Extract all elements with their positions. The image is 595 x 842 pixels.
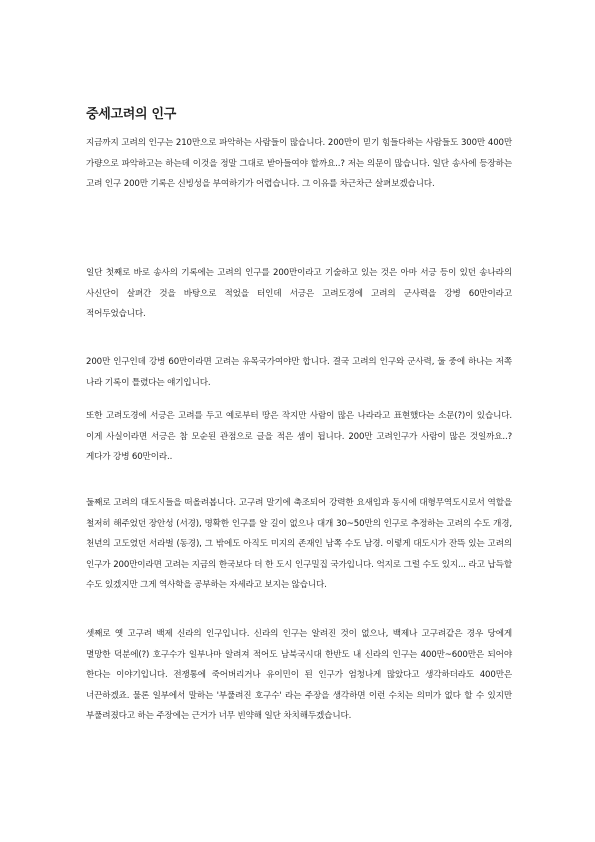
paragraph-goryeo-dogyeong: 또한 고려도경에 서긍은 고려를 두고 예로부터 땅은 작지만 사람이 많은 나라라고 표현했다는 소문(?)이 있습니다. 이게 사실이라면 서긍은 참 모순된 관점으로 글을 적은 셈이 됩니다. 200만 고려인구가 사람이 많은 것일까요..? 게다가 강병 60만이라.. [86,411,512,463]
paragraph-third-reason: 셋째로 옛 고구려 백제 신라의 인구입니다. 신라의 인구는 알려진 것이 없으나, 백제나 고구려같은 경우 당에게 멸망한 덕분에(?) 호구수가 일부나마 알려져 적어도 남북국시대 한반도 내 신라의 인구는 400만~600만은 되어야 한다는 이야기입니다. 전쟁통에 죽어버리거나 유이민이 된 인구가 엄청나게 많았다고 생각하더라도 400만은 너끈하겠죠. 물론 일부에서 말하는 '부풀려진 호구수' 라는 주장을 생각하면 이런 수치는 의미가 없다 할 수 있지만 부풀려졌다고 하는 주장에는 근거가 너무 빈약해 일단 차치해두겠습니다. [86,629,512,722]
paragraph-first-reason: 일단 첫째로 바로 송사의 기록에는 고려의 인구를 200만이라고 기술하고 있는 것은 아마 서긍 등이 있던 송나라의 사신단이 살펴간 것을 바탕으로 적었을 터인데 서긍은 고려도경에 고려의 군사력을 강병 60만이라고 적어두었습니다. [86,268,512,320]
paragraph-intro: 지금까지 고려의 인구는 210만으로 파악하는 사람들이 많습니다. 200만이 믿기 힘들다하는 사람들도 300만 400만 가량으로 파악하고는 하는데 이것을 정말 그대로 받아들여야 할까요..? 저는 의문이 많습니다. 일단 송사에 등장하는 고려 인구 200만 기록은 신빙성을 부여하기가 어렵습니다. 그 이유를 차근차근 살펴보겠습니다. [86,138,512,190]
paragraph-second-reason: 둘째로 고려의 대도시들을 떠올려봅니다. 고구려 말기에 축조되어 강력한 요새임과 동시에 대형무역도시로서 역할을 철저히 해주었던 장안성 (서경), 명확한 인구를 알 길이 없으나 대개 30~50만의 인구로 추정하는 고려의 수도 개경, 천년의 고도였던 서라벌 (동경), 그 밖에도 아직도 미지의 존재인 남쪽 수도 남경. 이렇게 대도시가 잔뜩 있는 고려의 인구가 200만이라면 고려는 지금의 한국보다 더 한 도시 인구밀집 국가입니다. 억지로 그럴 수도 있지... 라고 납득할 수도 있겠지만 그게 역사학을 공부하는 자세라고 보지는 않습니다. [86,498,512,591]
document-title: 중세고려의 인구 [86,107,177,122]
paragraph-army-ratio: 200만 인구인데 강병 60만이라면 고려는 유목국가여야만 합니다. 결국 고려의 인구와 군사력, 둘 중에 하나는 저쪽 나라 기록이 틀렸다는 얘기입니다. [86,357,512,388]
